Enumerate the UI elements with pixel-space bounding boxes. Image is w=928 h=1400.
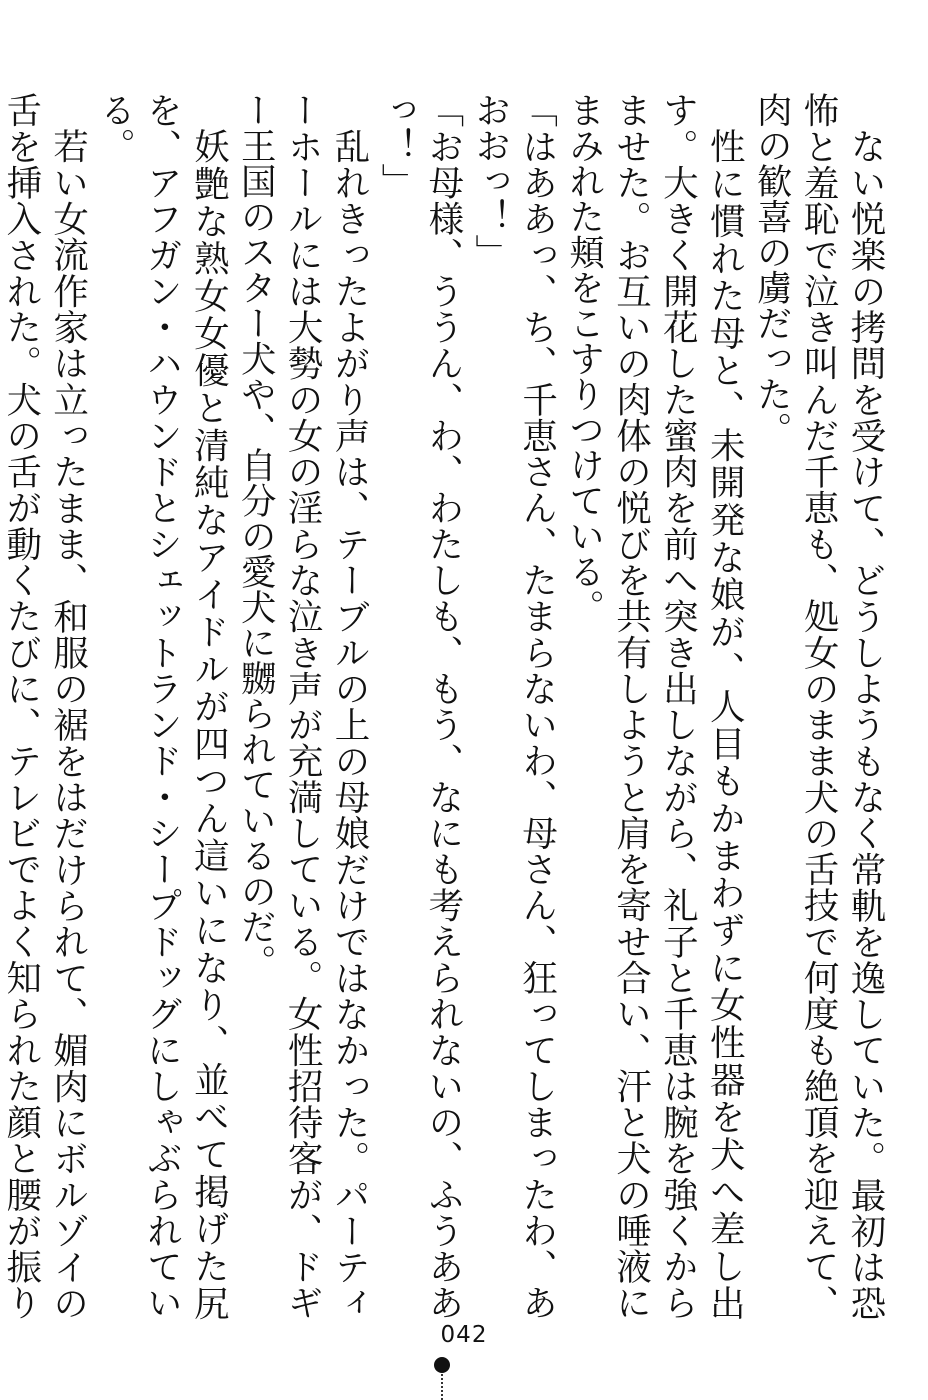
page-number: 042: [440, 1322, 488, 1348]
folio-dot-icon: [434, 1357, 450, 1373]
paragraph-5: 若い女流作家は立ったまま、和服の裾をはだけられて、媚肉にボルゾイの舌を挿入された。犬の舌が動くたびに、テレビでよく知られた顔と腰が振り: [0, 92, 89, 1320]
folio-dotted-rule: [441, 1374, 443, 1400]
dialogue-2: 「お母様、ううん、わ、わたしも、もう、なにも考えられないの、ふうああっ！」: [375, 92, 464, 1320]
paragraph-3: 乱れきったよがり声は、テーブルの上の母娘だけではなかった。パーティーホールには大勢の女の淫らな泣き声が充満している。女性招待客が、ドギー王国のスター犬や、自分の愛犬に嬲られているのだ。: [235, 92, 371, 1320]
vertical-text-body: [0, 92, 888, 1320]
dialogue-1: 「はああっ、ち、千恵さん、たまらないわ、母さん、狂ってしまったわ、あおおっ！」: [469, 92, 558, 1320]
paragraph-1: ない悦楽の拷問を受けて、どうしようもなく常軌を逸していた。最初は恐怖と羞恥で泣き叫んだ千恵も、処女のまま犬の舌技で何度も絶頂を迎えて、肉の歓喜の虜だった。: [751, 92, 886, 1320]
paragraph-4: 妖艶な熟女女優と清純なアイドルが四つん這いになり、並べて掲げた尻を、アフガン・ハウンドとシェットランド・シープドッグにしゃぶられている。: [94, 92, 230, 1320]
paragraph-2: 性に慣れた母と、未開発な娘が、人目もかまわずに女性器を犬へ差し出す。大きく開花した蜜肉を前へ突き出しながら、礼子と千恵は腕を強くからませた。お互いの肉体の悦びを共有しようと肩を寄せ合い、汗と犬の唾液にまみれた頬をこすりつけている。: [563, 92, 746, 1320]
